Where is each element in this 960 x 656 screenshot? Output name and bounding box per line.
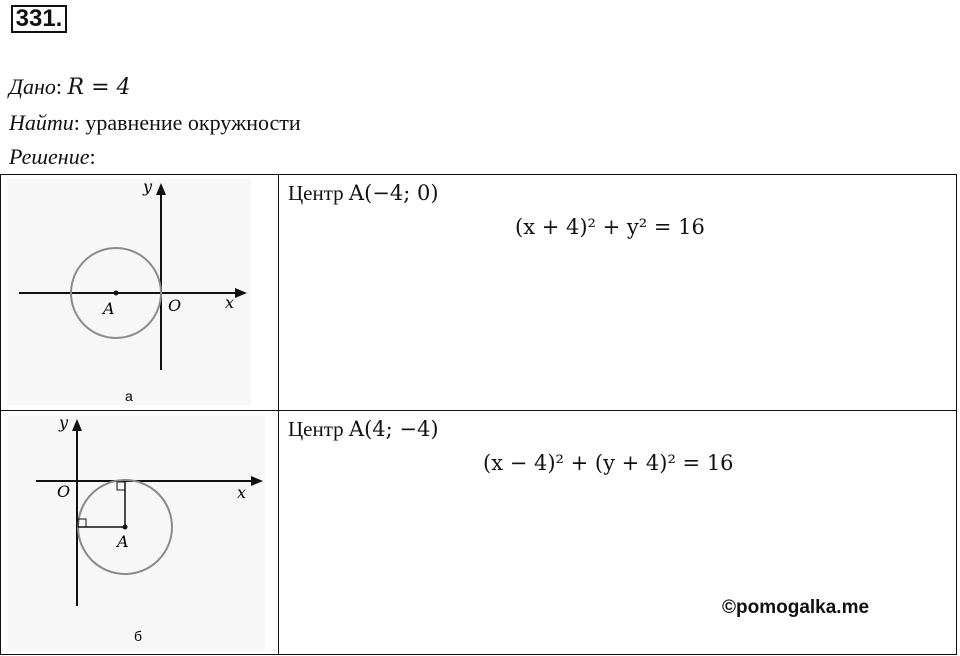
x-axis-label: x	[237, 483, 247, 502]
circle-equation: (x + 4)² + y² = 16	[515, 215, 705, 239]
center-point-text: A(4; −4)	[348, 417, 439, 441]
center-point-text: A(−4; 0)	[348, 181, 439, 205]
origin-label: O	[57, 482, 71, 501]
given-value: R = 4	[67, 75, 131, 100]
given-sep: :	[55, 74, 68, 99]
center-label: Центр	[288, 181, 349, 205]
solution-sep: :	[89, 144, 96, 169]
center-point	[114, 291, 119, 296]
find-sep: :	[73, 110, 86, 135]
center-point	[123, 525, 128, 530]
problem-number: 331.	[11, 5, 67, 33]
table-row	[1, 175, 957, 411]
origin-label: O	[168, 296, 182, 315]
solution-table	[0, 174, 957, 655]
center-line	[288, 181, 439, 206]
find-label: Найти	[9, 110, 74, 135]
solution-line	[9, 144, 96, 170]
point-label: A	[103, 299, 115, 318]
point-label: A	[117, 532, 129, 551]
circle-equation: (x − 4)² + (y + 4)² = 16	[483, 451, 734, 475]
figure-a-diagram	[1, 175, 279, 411]
y-axis-label: y	[59, 413, 69, 432]
solution-label: Решение	[9, 144, 90, 169]
table-row	[1, 411, 957, 655]
x-axis-label: x	[225, 293, 235, 312]
figure-b-diagram	[1, 411, 279, 655]
figure-cell-a	[1, 175, 279, 411]
given-label: Дано	[9, 74, 56, 99]
figure-caption: б	[134, 628, 143, 644]
solution-cell-a	[279, 175, 957, 411]
center-label: Центр	[288, 417, 349, 441]
solution-cell-b	[279, 411, 957, 655]
find-line	[9, 110, 301, 136]
y-axis-label: y	[143, 177, 153, 196]
figure-b-background	[7, 415, 265, 651]
find-value: уравнение окружности	[85, 110, 301, 135]
figure-caption: а	[125, 388, 133, 404]
given-line	[9, 74, 131, 101]
center-line	[288, 417, 439, 442]
watermark: ©pomogalka.me	[722, 597, 870, 618]
figure-cell-b	[1, 411, 279, 655]
